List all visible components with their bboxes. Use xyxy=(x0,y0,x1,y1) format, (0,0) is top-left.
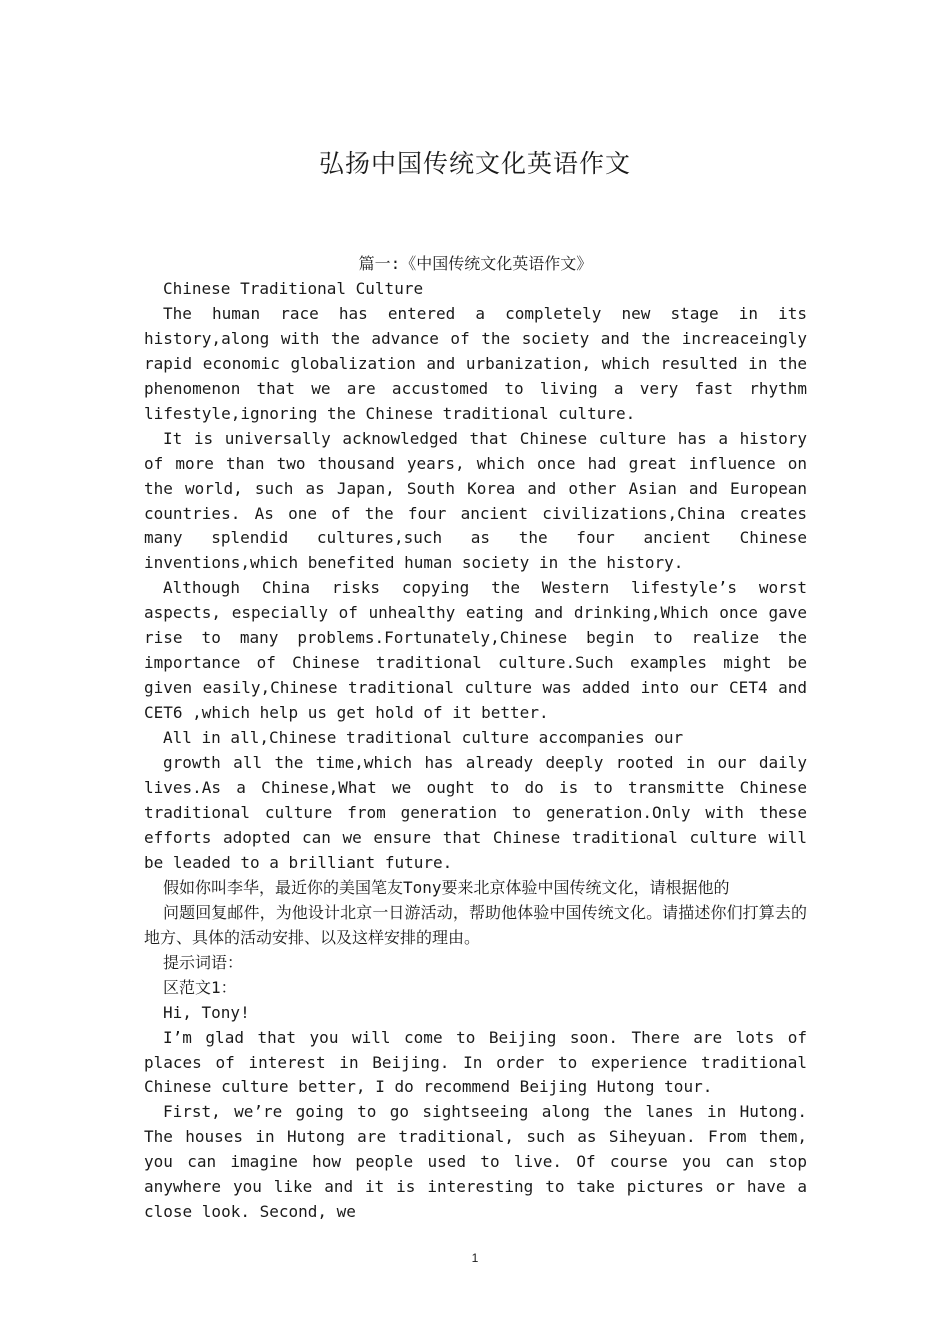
paragraph: Although China risks copying the Western lifestyle’s worst aspects, especially of unhealthy eating and drinking,Which once gave rise to many problems.Fortunately,Chinese begin to realize the importance of Chinese traditional culture.Such examples might be given easily,Chinese traditional culture was added into our CET4 and CET6 ,which help us get hold of it better. xyxy=(144,578,807,723)
section-heading: 篇一:《中国传统文化英语作文》 xyxy=(358,254,593,273)
paragraph: growth all the time,which has already deeply rooted in our daily lives.As a Chinese,What we ought to do is to transmitte Chinese traditional culture from generation to generation.Only with these efforts adopted can we ensure that Chinese traditional culture will be leaded to a brilliant future. xyxy=(144,753,807,872)
essay-title: Chinese Traditional Culture xyxy=(163,278,424,298)
paragraph: I’m glad that you will come to Beijing soon. There are lots of places of interest in Beijing. In order to experience traditional Chinese culture better, I do recommend Beijing Hutong tour. xyxy=(144,1027,807,1097)
paragraph: First, we’re going to go sightseeing along the lanes in Hutong. The houses in Hutong are traditional, such as Siheyuan. From them, you can imagine how people used to live. Of course you can stop anywhere you like and it is interesting to take pictures or have a close look. Second, we xyxy=(144,1102,807,1222)
paragraph: It is universally acknowledged that Chinese culture has a history of more than two thousand years, which once had great influence on the world, such as Japan, South Korea and other Asian and European countries. As one of the four ancient civilizations,China creates many splendid cultures,such as the four ancient Chinese inventions,which benefited human society in the history. xyxy=(144,428,807,573)
document-title: 弘扬中国传统文化英语作文 xyxy=(318,149,631,178)
page-number: 1 xyxy=(471,1251,479,1265)
paragraph: The human race has entered a completely new stage in its history,along with the advance of the society and the increaceingly rapid economic globalization and urbanization, which resulted in the phenomenon that we are accustomed to living a very fast rhythm lifestyle,ignoring the Chinese traditional culture. xyxy=(144,303,807,423)
paragraph: 假如你叫李华，最近你的美国笔友Tony要来北京体验中国传统文化，请根据他的 xyxy=(163,877,730,897)
paragraph: All in all,Chinese traditional culture accompanies our xyxy=(163,728,684,748)
paragraph: Hi, Tony! xyxy=(163,1002,250,1022)
paragraph: 区范文1： xyxy=(163,977,237,997)
paragraph: 问题回复邮件，为他设计北京一日游活动，帮助他体验中国传统文化。请描述你们打算去的地方、具体的活动安排、以及这样安排的理由。 xyxy=(144,902,807,947)
paragraph: 提示词语： xyxy=(163,952,244,972)
document-body xyxy=(144,252,807,1225)
